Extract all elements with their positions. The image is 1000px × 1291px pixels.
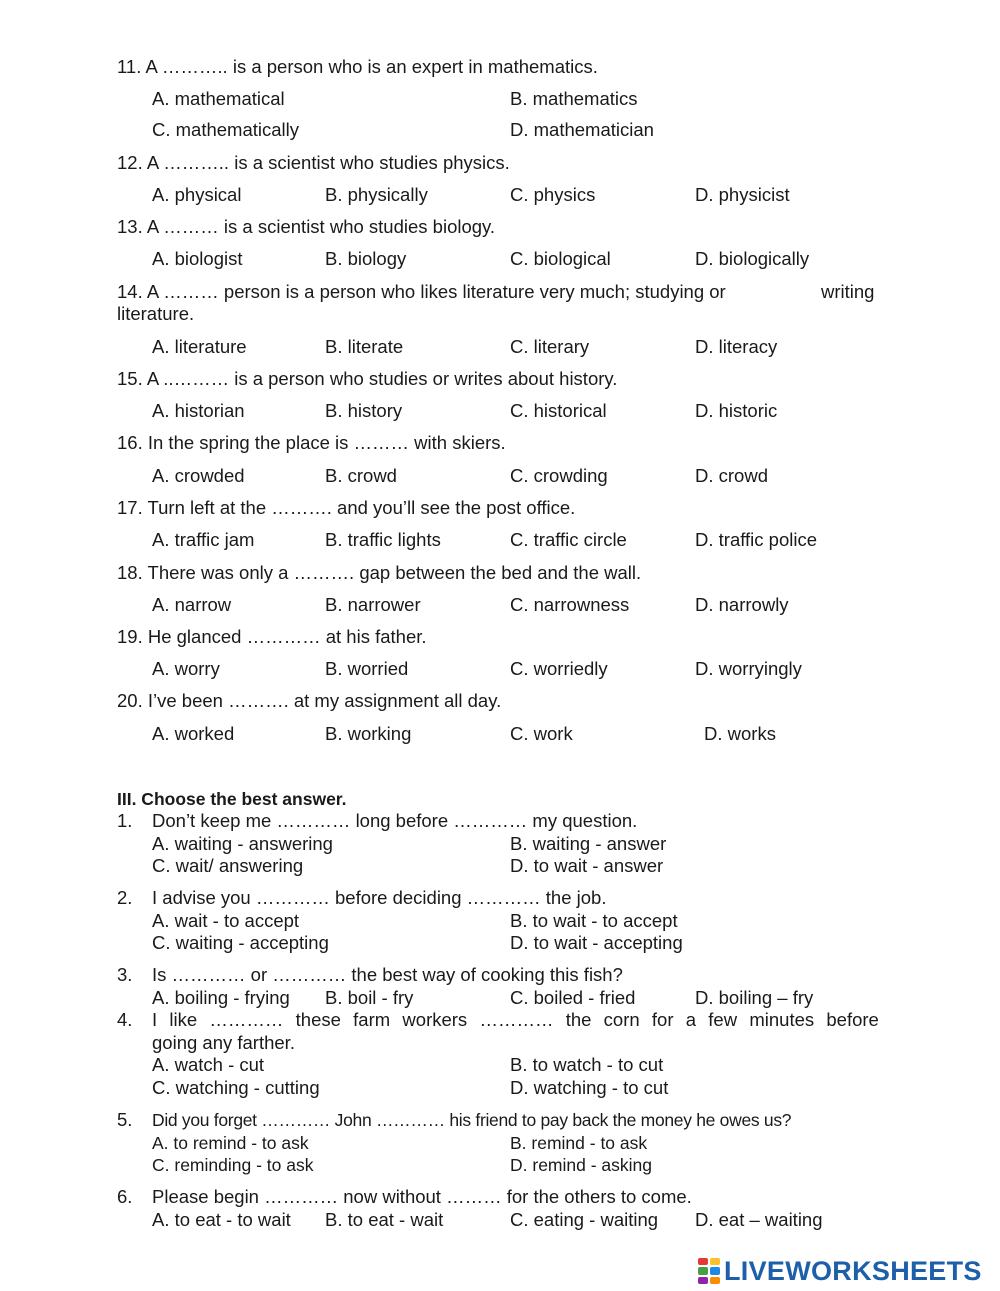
p3-q3-option-a: A. boiling - frying (152, 987, 290, 1008)
q16-option-a: A. crowded (152, 465, 245, 486)
q19-option-a: A. worry (152, 658, 220, 679)
q20-option-b: B. working (325, 723, 412, 744)
stem-word: corn (603, 1009, 640, 1030)
q12-option-a: A. physical (152, 184, 242, 205)
p3-q6-option-a: A. to eat - to wait (152, 1209, 291, 1230)
q16-option-d: D. crowd (695, 465, 768, 486)
p3-q2-option-c: C. waiting - accepting (152, 932, 329, 953)
p3-q4-stem-wrap: going any farther. (152, 1032, 295, 1053)
q17-option-d: D. traffic police (695, 529, 818, 550)
liveworksheets-logo-icon (698, 1258, 720, 1284)
p3-q3-stem: Is ………… or ………… the best way of cooking this fish? (152, 964, 623, 985)
p3-q5-option-c: C. reminding - to ask (152, 1155, 314, 1175)
stem-word: I (152, 1009, 158, 1030)
liveworksheets-logo (698, 1256, 982, 1286)
p3-q4-number: 4. (117, 1009, 133, 1030)
q14-option-d: D. literacy (695, 336, 778, 357)
p3-q6-stem: Please begin ………… now without ……… for the others to come. (152, 1186, 692, 1207)
q17-option-b: B. traffic lights (325, 529, 441, 550)
stem-word: the (565, 1009, 592, 1030)
p3-q2-option-a: A. wait - to accept (152, 910, 300, 931)
q14-option-b: B. literate (325, 336, 404, 357)
question-13-stem: 13. A ……… is a scientist who studies biology. (117, 216, 496, 237)
question-20-stem: 20. I’ve been ………. at my assignment all day. (117, 690, 502, 711)
stem-word: ………… (209, 1009, 284, 1030)
p3-q2-stem: I advise you ………… before deciding ………… the job. (152, 887, 607, 908)
stem-word: few (708, 1009, 738, 1030)
q13-option-b: B. biology (325, 248, 407, 269)
question-18-stem: 18. There was only a ………. gap between the bed and the wall. (117, 562, 642, 583)
p3-q4-option-c: C. watching - cutting (152, 1077, 320, 1098)
p3-q2-option-b: B. to wait - to accept (510, 910, 678, 931)
p3-q1-number: 1. (117, 810, 133, 831)
q16-option-b: B. crowd (325, 465, 397, 486)
q18-option-b: B. narrower (325, 594, 421, 615)
p3-q5-number: 5. (117, 1109, 133, 1130)
p3-q6-option-b: B. to eat - wait (325, 1209, 444, 1230)
q13-option-d: D. biologically (695, 248, 810, 269)
p3-q5-option-b: B. remind - to ask (510, 1133, 648, 1153)
stem-word: before (826, 1009, 879, 1030)
logo-text: LIVEWORKSHEETS (724, 1256, 982, 1286)
q20-option-a: A. worked (152, 723, 235, 744)
p3-q6-option-c: C. eating - waiting (510, 1209, 659, 1230)
p3-q5-option-d: D. remind - asking (510, 1155, 652, 1175)
p3-q2-number: 2. (117, 887, 133, 908)
stem-word: a (685, 1009, 697, 1030)
p3-q6-option-d: D. eat – waiting (695, 1209, 823, 1230)
q14-option-a: A. literature (152, 336, 247, 357)
stem-word: farm (353, 1009, 391, 1030)
p3-q5-option-a: A. to remind - to ask (152, 1133, 309, 1153)
q15-option-a: A. historian (152, 400, 245, 421)
q17-option-c: C. traffic circle (510, 529, 627, 550)
question-19-stem: 19. He glanced ………… at his father. (117, 626, 427, 647)
p3-q1-option-b: B. waiting - answer (510, 833, 667, 854)
q18-option-d: D. narrowly (695, 594, 789, 615)
p3-q4-option-a: A. watch - cut (152, 1054, 265, 1075)
q19-option-c: C. worriedly (510, 658, 608, 679)
q18-option-a: A. narrow (152, 594, 232, 615)
q14-option-c: C. literary (510, 336, 590, 357)
question-17-stem: 17. Turn left at the ………. and you’ll see the post office. (117, 497, 576, 518)
p3-q3-option-d: D. boiling – fry (695, 987, 814, 1008)
q20-option-d: D. works (704, 723, 776, 744)
p3-q4-option-d: D. watching - to cut (510, 1077, 669, 1098)
p3-q3-option-c: C. boiled - fried (510, 987, 636, 1008)
question-12-stem: 12. A ……….. is a scientist who studies physics. (117, 152, 510, 173)
p3-q1-stem: Don’t keep me ………… long before ………… my question. (152, 810, 638, 831)
q18-option-c: C. narrowness (510, 594, 630, 615)
question-14-stem-wrap: literature. (117, 303, 195, 324)
stem-word: ………… (479, 1009, 554, 1030)
q12-option-c: C. physics (510, 184, 596, 205)
q15-option-c: C. historical (510, 400, 607, 421)
q16-option-c: C. crowding (510, 465, 608, 486)
p3-q1-option-d: D. to wait - answer (510, 855, 664, 876)
q11-option-b: B. mathematics (510, 88, 638, 109)
stem-word: workers (402, 1009, 468, 1030)
p3-q6-number: 6. (117, 1186, 133, 1207)
q15-option-b: B. history (325, 400, 403, 421)
stem-word: these (295, 1009, 341, 1030)
p3-q3-number: 3. (117, 964, 133, 985)
q13-option-c: C. biological (510, 248, 611, 269)
p3-q4-option-b: B. to watch - to cut (510, 1054, 664, 1075)
stem-word: minutes (749, 1009, 815, 1030)
question-11-stem: 11. A ……….. is a person who is an expert in mathematics. (117, 56, 598, 77)
q19-option-d: D. worryingly (695, 658, 802, 679)
stem-word: for (651, 1009, 674, 1030)
section-heading: III. Choose the best answer. (117, 789, 347, 809)
q11-option-c: C. mathematically (152, 119, 300, 140)
question-14-stem: 14. A ……… person is a person who likes literature very much; studying or (117, 281, 726, 302)
q12-option-d: D. physicist (695, 184, 790, 205)
q20-option-c: C. work (510, 723, 573, 744)
question-14-stem-end: writing (821, 281, 875, 302)
q19-option-b: B. worried (325, 658, 409, 679)
p3-q5-stem: Did you forget ………… John ………… his friend to pay back the money he owes us? (152, 1110, 792, 1130)
q15-option-d: D. historic (695, 400, 778, 421)
q11-option-d: D. mathematician (510, 119, 654, 140)
q12-option-b: B. physically (325, 184, 428, 205)
p3-q1-option-a: A. waiting - answering (152, 833, 333, 854)
stem-word: like (169, 1009, 198, 1030)
q11-option-a: A. mathematical (152, 88, 285, 109)
question-16-stem: 16. In the spring the place is ……… with skiers. (117, 432, 506, 453)
p3-q3-option-b: B. boil - fry (325, 987, 414, 1008)
p3-q4-stem (152, 1009, 879, 1031)
question-15-stem: 15. A ..……… is a person who studies or writes about history. (117, 368, 618, 389)
p3-q1-option-c: C. wait/ answering (152, 855, 304, 876)
q13-option-a: A. biologist (152, 248, 243, 269)
q17-option-a: A. traffic jam (152, 529, 255, 550)
p3-q2-option-d: D. to wait - accepting (510, 932, 683, 953)
